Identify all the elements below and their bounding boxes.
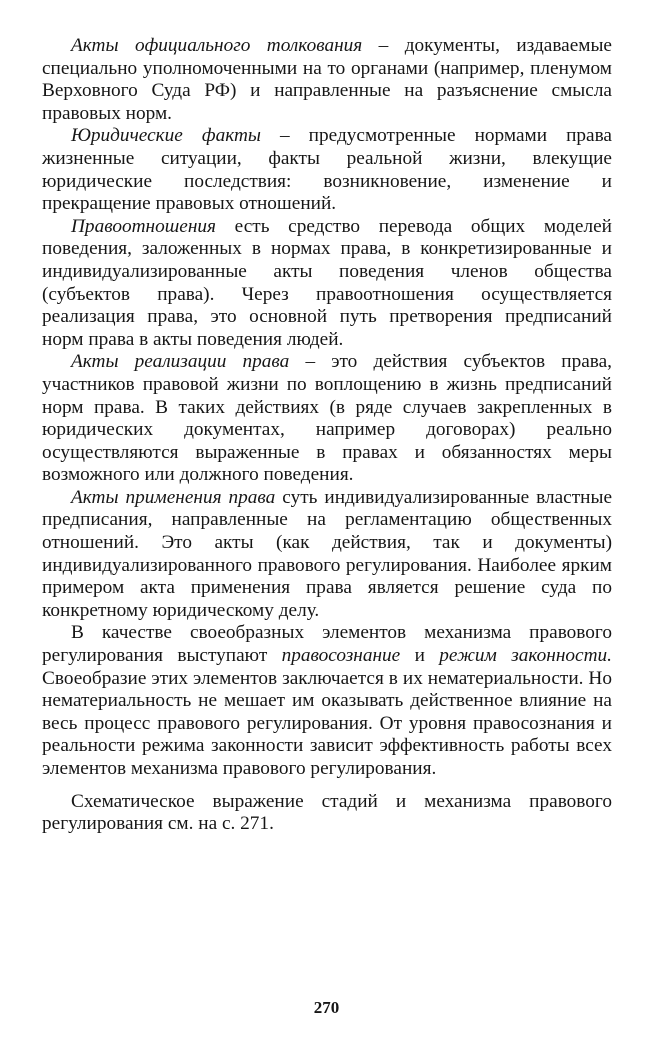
paragraph-text: Схематическое выражение стадий и механизма правового регулирования см. на с. 271. bbox=[42, 790, 612, 835]
paragraph-official-interpretation bbox=[42, 35, 612, 125]
paragraph-text: суть индивидуализированные властные предписания, направленные на регламентацию общественных отношений. Это акты (как действия, так и документы) индивидуализированного правового регулирования. Наиболее ярким примером акта применения права является решение суда по конкретному юридическому делу. bbox=[42, 486, 613, 621]
paragraph-text: – предусмотренные нормами права жизненные ситуации, факты реальной жизни, влекущие юридические последствия: возникновение, изменение и прекращение правовых отношений. bbox=[42, 125, 612, 215]
paragraph-text: – документы, издаваемые специально уполномоченными на то органами (например, пленумом Верховного Суда РФ) и направленные на разъяснение смысла правовых норм. bbox=[42, 35, 612, 124]
term-legal-relations: Правоотношения bbox=[71, 215, 217, 237]
paragraph-schema-reference bbox=[42, 791, 612, 836]
page-body bbox=[42, 35, 612, 836]
term-acts-of-application: Акты применения права bbox=[71, 486, 276, 508]
term-legal-facts: Юридические факты bbox=[71, 125, 261, 147]
term-rule-of-law: режим законности. bbox=[439, 645, 612, 667]
paragraph-text: – это действия субъектов права, участников правовой жизни по воплощению в жизнь предписаний норм права. В таких действиях (в ряде случаев закрепленных в юридических документах, например договорах) реально осуществляются выраженные в правах и обязанностях меры возможного или должного поведения. bbox=[42, 351, 612, 486]
paragraph-lead: В качестве своеобразных элементов механизма правового регулирования выступают bbox=[42, 622, 612, 667]
paragraph-text: есть средство перевода общих моделей поведения, заложенных в нормах права, в конкретизированные и индивидуализированные акты поведения членов общества (субъектов права). Через правоотношения осуществляется реализация права, это основной путь претворения предписаний норм права в акты поведения людей. bbox=[42, 215, 612, 350]
paragraph-legal-facts bbox=[42, 125, 612, 215]
paragraph-acts-of-application bbox=[42, 487, 612, 623]
paragraph-legal-relations bbox=[42, 216, 612, 352]
term-legal-consciousness: правосознание bbox=[281, 645, 401, 667]
term-official-interpretation: Акты официального толкования bbox=[71, 35, 363, 56]
page-number: 270 bbox=[313, 998, 340, 1017]
paragraph-legal-consciousness bbox=[42, 622, 612, 780]
paragraph-acts-of-realization bbox=[42, 351, 612, 487]
paragraph-text: Своеобразие этих элементов заключается в их нематериальности. Но нематериальность не мешает им оказывать действенное влияние на весь процесс правового регулирования. От уровня правосознания и реальности режима законности зависит эффективность работы всех элементов механизма правового регулирования. bbox=[42, 667, 612, 779]
term-acts-of-realization: Акты реализации права bbox=[71, 351, 290, 373]
paragraph-conjunction: и bbox=[400, 645, 440, 667]
